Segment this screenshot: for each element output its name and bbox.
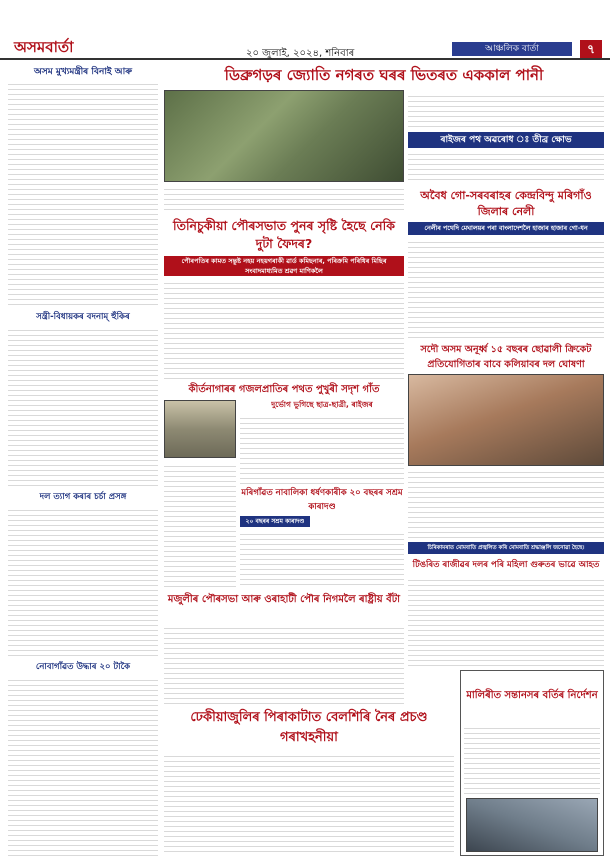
article-10-body: [8, 506, 158, 656]
article-13-body: [8, 676, 158, 856]
article-4-body: [164, 279, 404, 379]
article-15-body: [464, 724, 600, 794]
cricket-team-photo: [408, 374, 604, 466]
article-12-headline: টিঙৰিত ৰাজীৱৰ দলৰ পৰি মহিলা গুৰুতৰ ভাৱে আহত: [412, 560, 600, 570]
article-14-body: [164, 752, 454, 856]
article-13-headline: নোবাগাঁৱত উদ্ধাৰ ২০ টাকৈ: [35, 662, 131, 672]
article-6-body: [8, 326, 158, 486]
article-5-headline: অবৈধ গো-সৰবৰাহৰ কেন্দ্ৰবিন্দু মৰিগাঁও জিলাৰ নেলী: [420, 189, 592, 218]
article-5-band: নেলীৰ পথেদি মেঘালয়ৰ পৰা বাংলাদেশলৈ হাজাৰ হাজাৰ গো-ধন: [408, 222, 604, 235]
article-11-body: [164, 624, 404, 704]
road-pothole-photo: [164, 400, 236, 458]
article-5-body: [408, 238, 604, 338]
newspaper-logo: অসমবাৰ্তা: [14, 38, 74, 56]
article-7-subheadline: দুৰ্ভোগ ভুগিছে ছাত্ৰ-ছাত্ৰী, ৰাইজৰ: [271, 400, 373, 409]
issue-date: ২০ জুলাই, ২০২৪, শনিবাৰ: [246, 48, 355, 59]
article-7-body-cont: [164, 462, 236, 588]
article-1-headline: অসম মুখ্যমন্ত্ৰীৰ বিনাই আৰু: [33, 67, 133, 77]
article-2-body: [408, 92, 604, 130]
article-15-photo: [466, 798, 598, 852]
page-number: ৭: [580, 40, 602, 58]
article-1-body: [8, 80, 158, 305]
article-7-body: [240, 414, 404, 484]
article-8-headline: সদৌ অসম অনূৰ্ধ্ব ১৫ বছৰৰ ছোৱালী ক্ৰিকেট প্ৰতিযোগিতাৰ বাবে কলিয়াবৰ দল ঘোষণা: [420, 344, 592, 370]
article-6-headline: সন্ত্ৰী-বিধায়কৰ বদনাম্ হুঁকিৰ: [36, 312, 130, 322]
article-2-body-cont: [164, 185, 404, 213]
article-4-subheadline: পৌৰপতিৰ কামত সন্তুষ্ট নহয় নহয়গৰাকী ৱাৰ্ড কমিছনাৰ, পৰিক্ৰমি পৰিধিৰ মিছিৰ সংবাদমাধ্যমিত শ্ৰৱণ মাণিকলৈ: [164, 256, 404, 276]
article-12-body: [408, 576, 604, 666]
article-8-body: [408, 468, 604, 538]
article-9-box: ২০ বছৰৰ সশ্ৰম কাৰাদণ্ড: [240, 516, 310, 527]
article-3-body: [408, 150, 604, 184]
article-15-headline: মালিৰীত সন্তানসৰ বৰ্তিৰ নিৰ্দেশন: [466, 690, 598, 701]
article-7-headline: কীৰ্তনাগাৰৰ গজলপ্ৰাতিৰ পথত পুখুৰী সদৃশ গাঁত: [188, 384, 380, 395]
article-3-headline: ৰাইজৰ পথ অৱৰোধ ঃ তীব্ৰ ক্ষোভ: [408, 132, 604, 148]
section-label: আঞ্চলিক বাৰ্তা: [452, 42, 572, 56]
article-9-headline: মৰিগাঁৱত নাবালিকা ধৰ্ষণকাৰীক ২০ বছৰৰ সশ্ৰম কাৰাদণ্ড: [241, 488, 403, 512]
article-4-headline: তিনিচুকীয়া পৌৰসভাত পুনৰ সৃষ্টি হৈছে নেকি দুটা ফৈদৰ?: [173, 218, 395, 251]
flood-photo: [164, 90, 404, 182]
article-16-band: চিৰিকামৰাত মোমবাতি প্ৰজ্বলিত কৰি মোমবাতি শ্ৰদ্ধাঞ্জলি জনোৱা হৈছে।: [408, 542, 604, 554]
article-9-body: [240, 530, 404, 588]
article-2-headline: ডিব্ৰুগড়ৰ জ্যোতি নগৰত ঘৰৰ ভিতৰত এককাল পানী: [224, 66, 544, 84]
article-10-headline: দল ত্যাগ কৰাৰ চৰ্চা প্ৰসঙ্গ: [39, 492, 127, 502]
article-11-headline: মজুলীৰ পৌৰসভা আৰু ওৰাহাটী পৌৰ নিগমলৈ ৰাষ্ট্ৰীয় বঁটা: [167, 594, 401, 605]
article-14-headline: ঢেকীয়াজুলিৰ পিৰাকাটাত বেলশিৰি নৈৰ প্ৰচণ্ড গৰাখহনীয়া: [190, 710, 428, 745]
